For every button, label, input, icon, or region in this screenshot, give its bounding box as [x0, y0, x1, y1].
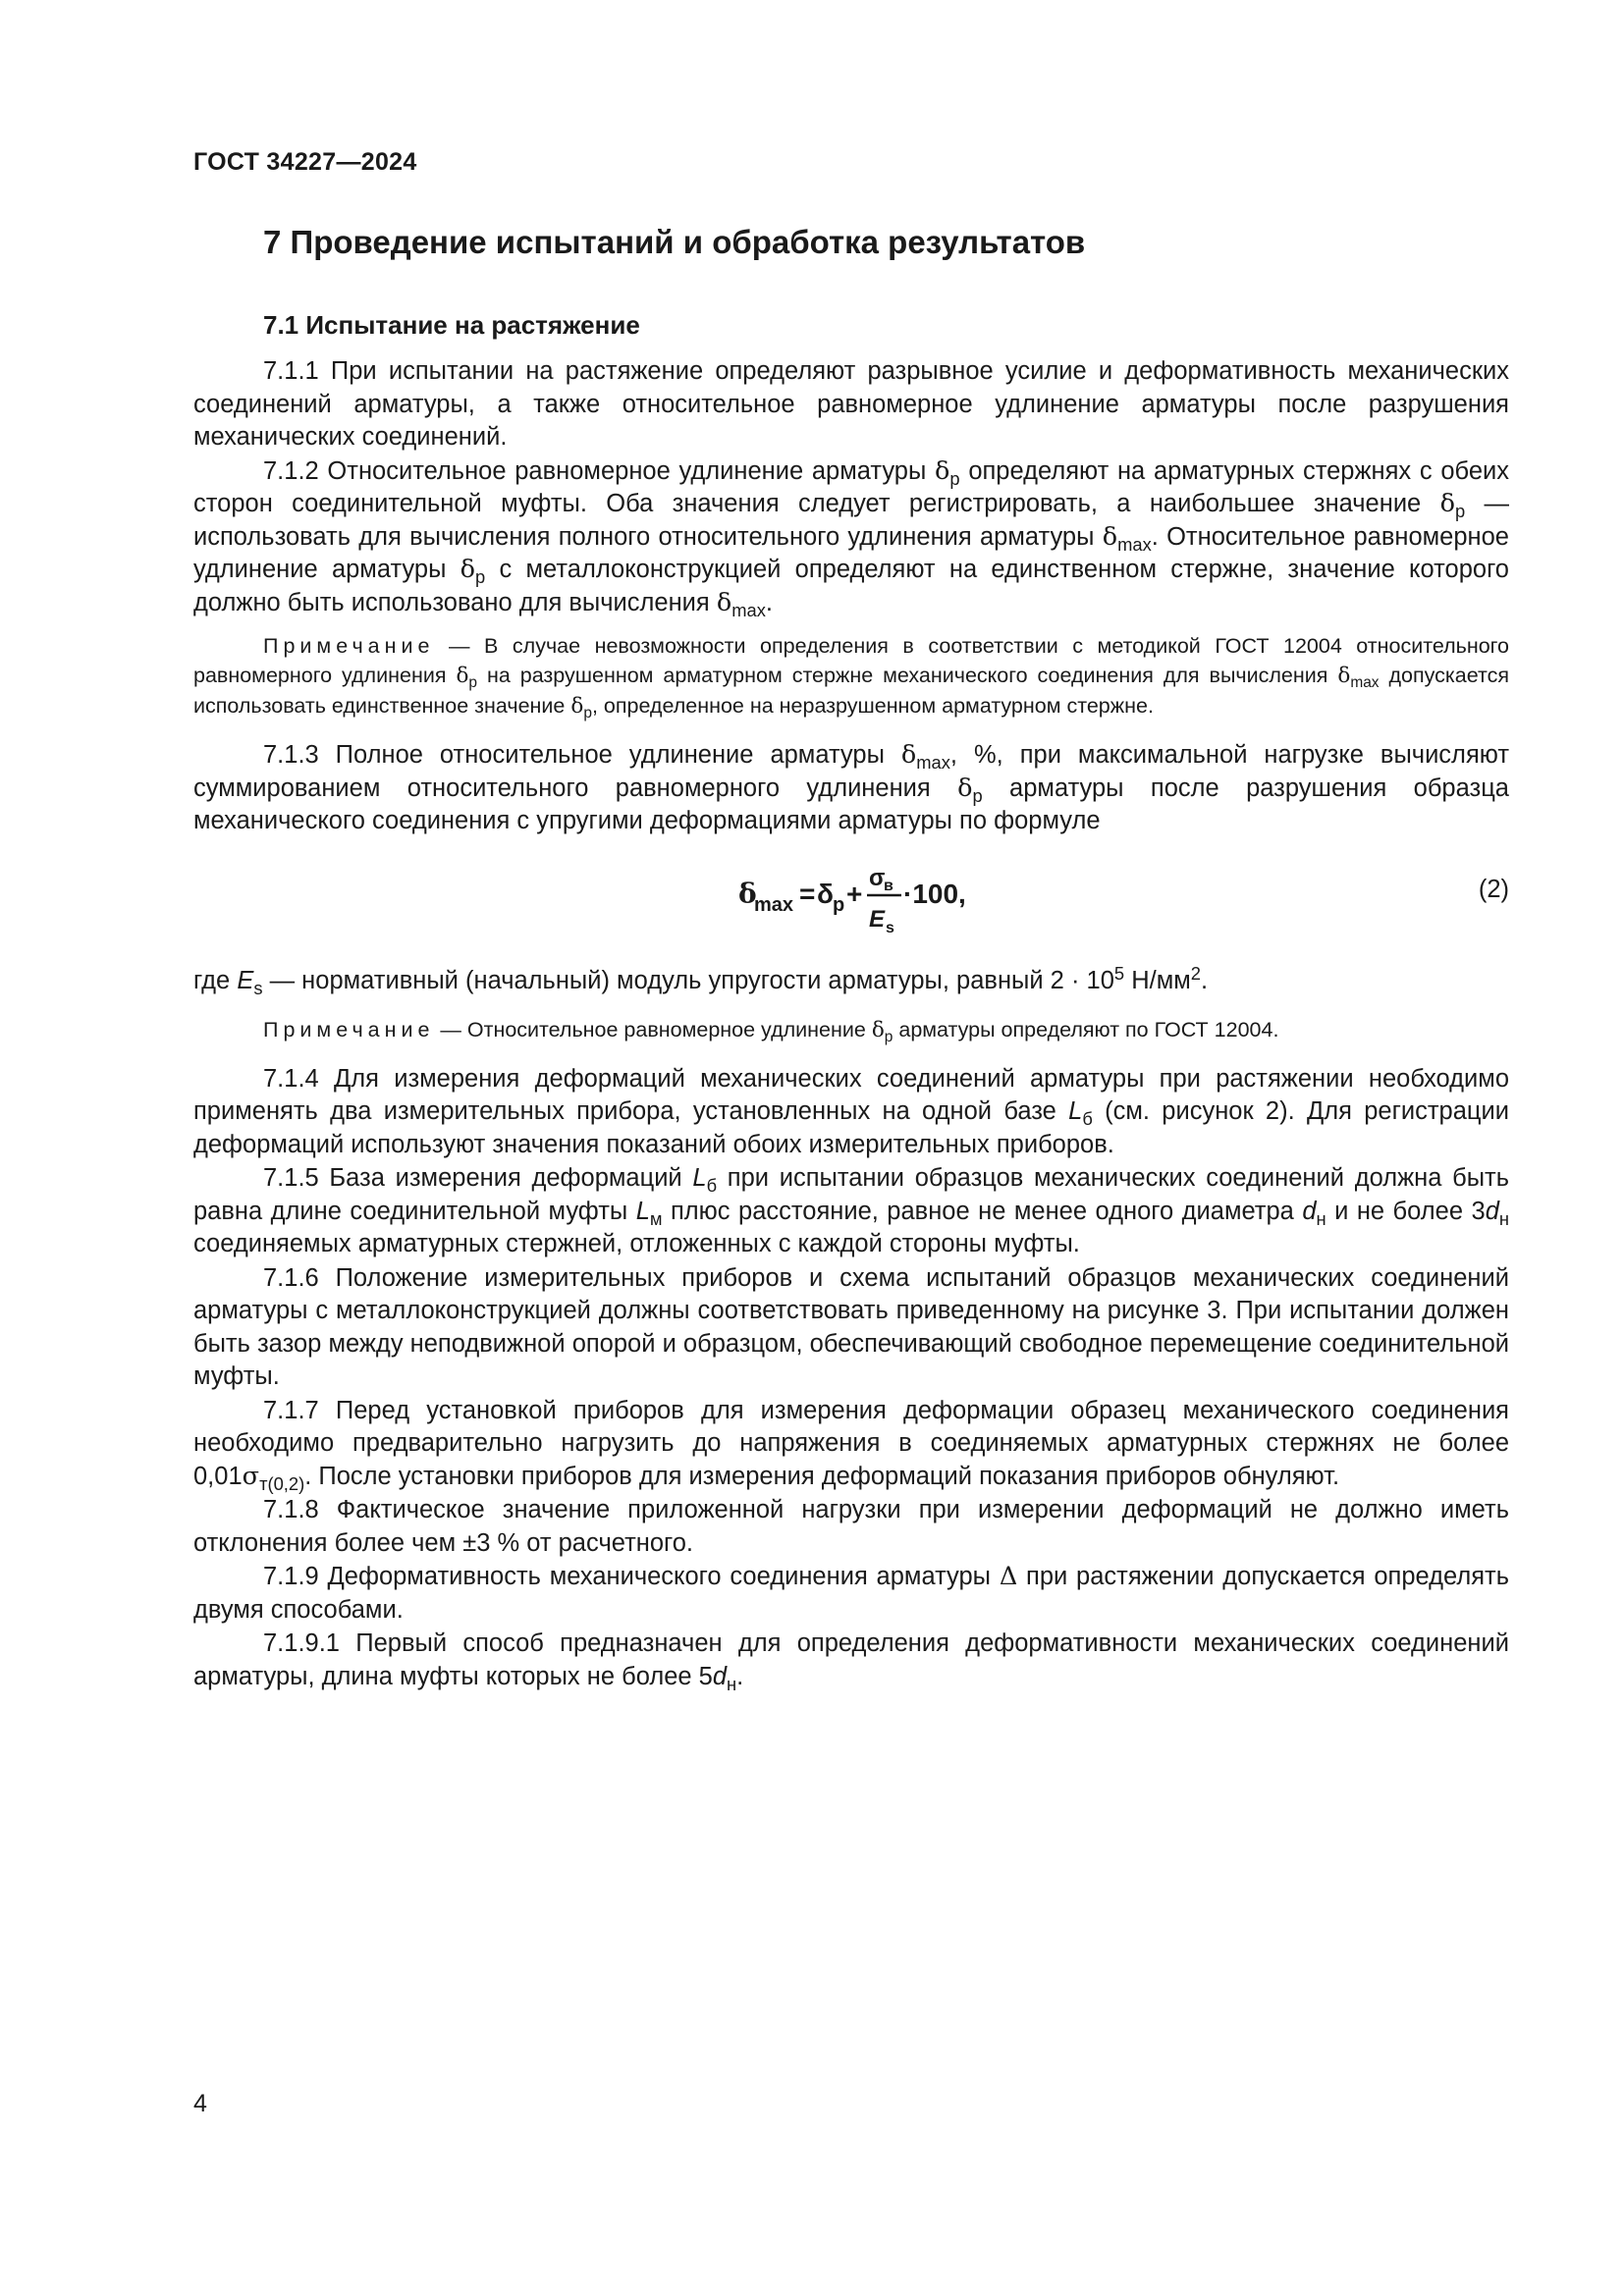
note-label: Примечание: [263, 634, 435, 658]
note-2: Примечание — Относительное равномерное удлинение $\delta_p$ арматуры определяют по ГОСТ 12004.: [263, 1017, 1279, 1045]
section-title: 7 Проведение испытаний и обработка результатов: [263, 224, 1086, 260]
formula-denominator: E: [869, 905, 886, 933]
formula-lhs: δ: [738, 877, 757, 910]
note-1: Примечание — В случае невозможности определения в соответствии с методикой ГОСТ 12004 относительного равномерного удлинения $\delta_p$ на разрушенном арматурном стержне механического соединения для вычисления $\delta_{max}$ допускается использовать единственное значение $\delta_p$, определенное на неразрушенном арматурном стержне.: [193, 634, 1509, 721]
page-number: 4: [193, 2090, 207, 2117]
paragraph-7-1-2: 7.1.2 Относительное равномерное удлинение арматуры $\delta_p$ определяют на арматурных стержнях с обеих сторон соединительной муфты. Оба значения следует регистрировать, а наибольшее значение $\delta_p$ — использовать для вычисления полного относительного удлинения арматуры $\delta_{max}$. Относительное равномерное удлинение арматуры $\delta_p$ с металлоконструкцией определяют на единственном стержне, значение которого должно быть использовано для вычисления $\delta_{max}$.: [193, 455, 1509, 620]
paragraph-7-1-4: 7.1.4 Для измерения деформаций механических соединений арматуры при растяжении необходимо применять два измерительных прибора, установленных на одной базе $L_б$ (см. рисунок 2). Для регистрации деформаций используют значения показаний обоих измерительных приборов.: [193, 1064, 1510, 1158]
formula-numerator-sub: в: [884, 877, 893, 894]
formula-term1-sub: p: [833, 893, 845, 916]
document-code-header: ГОСТ 34227—2024: [193, 148, 417, 176]
paragraph-7-1-8: 7.1.8 Фактическое значение приложенной нагрузки при измерении деформаций не должно иметь отклонения более чем ±3 % от расчетного.: [193, 1496, 1509, 1557]
formula-tail: ·100,: [903, 878, 966, 909]
subsection-title: 7.1 Испытание на растяжение: [263, 310, 640, 340]
formula-2: [193, 846, 1509, 952]
formula-number: (2): [1478, 875, 1509, 903]
formula-equals: =: [799, 878, 816, 909]
formula-lhs-sub: max: [754, 893, 794, 916]
formula-svg: [738, 846, 994, 952]
paragraph-7-1-3: 7.1.3 Полное относительное удлинение арматуры $\delta_{max}$, %, при максимальной нагрузке вычисляют суммированием относительного равномерного удлинения $\delta_p$ арматуры после разрушения образца механического соединения с упругими деформациями арматуры по формуле: [193, 740, 1509, 834]
formula-where-clause: где $E_s$ — нормативный (начальный) модуль упругости арматуры, равный $2 \cdot 10^5$ $Н/мм^2$.: [193, 962, 1209, 998]
formula-denominator-sub: s: [886, 919, 894, 936]
paragraph-7-1-7: 7.1.7 Перед установкой приборов для измерения деформации образец механического соединения необходимо предварительно нагрузить до напряжения в соединяемых арматурных стержнях не более $0,01\sigma_{т(0,2)}$. После установки приборов для измерения деформаций показания приборов обнуляют.: [193, 1396, 1509, 1494]
paragraph-7-1-6: 7.1.6 Положение измерительных приборов и схема испытаний образцов механических соединений арматуры с металлоконструкцией должны соответствовать приведенному на рисунке 3. При испытании должен быть зазор между неподвижной опорой и образцом, обеспечивающий свободное перемещение соединительной муфты.: [193, 1263, 1509, 1390]
note-label: Примечание: [263, 1017, 435, 1041]
formula-term1: δ: [817, 878, 834, 909]
formula-plus: +: [846, 878, 863, 909]
paragraph-7-1-1: 7.1.1 При испытании на растяжение определяют разрывное усилие и деформативность механических соединений арматуры, а также относительное равномерное удлинение арматуры после разрушения механических соединений.: [193, 357, 1509, 451]
paragraph-7-1-9-1: 7.1.9.1 Первый способ предназначен для определения деформативности механических соединений арматуры, длина муфты которых не более $5d_н$.: [193, 1629, 1509, 1694]
paragraph-7-1-9: 7.1.9 Деформативность механического соединения арматуры Δ при растяжении допускается определять двумя способами.: [193, 1562, 1509, 1624]
paragraph-7-1-5: 7.1.5 База измерения деформаций $L_б$ при испытании образцов механических соединений должна быть равна длине соединительной муфты $L_м$ плюс расстояние, равное не менее одного диаметра $d_н$ и не более $3d_н$ соединяемых арматурных стержней, отложенных с каждой стороны муфты.: [193, 1164, 1510, 1257]
document-body: [193, 355, 1509, 1694]
formula-numerator: σ: [869, 864, 886, 891]
